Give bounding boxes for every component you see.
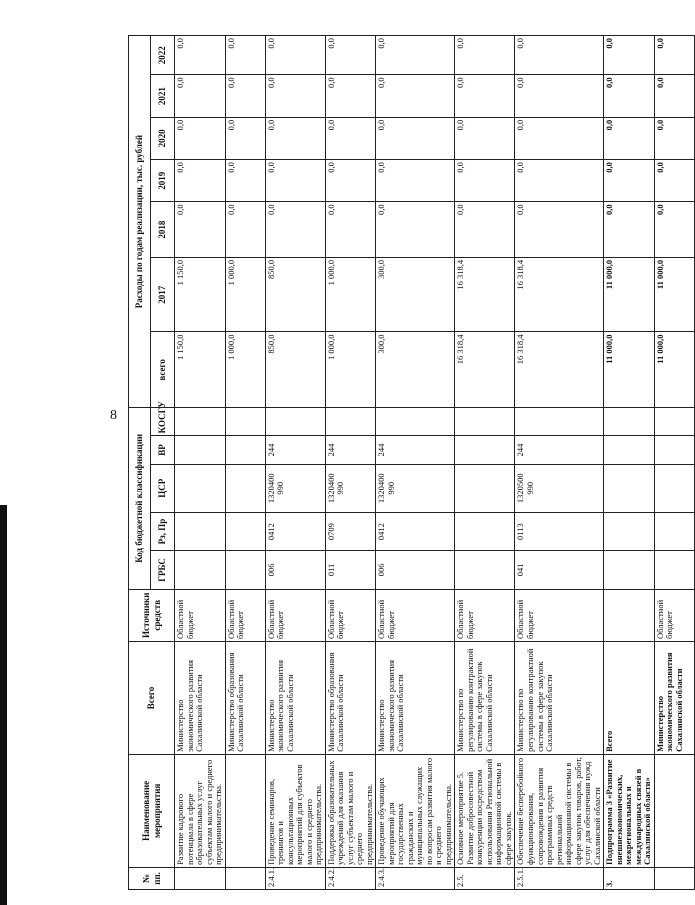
cell-grbs: 041 xyxy=(515,551,604,589)
cell-y2018: 0,0 xyxy=(604,202,655,257)
cell-rzpr xyxy=(604,512,655,550)
cell-y2020: 0,0 xyxy=(225,117,265,159)
cell-y2017: 11 000,0 xyxy=(604,257,655,332)
cell-y2021: 0,0 xyxy=(175,75,226,117)
cell-no: 2.4.3. xyxy=(376,867,455,889)
cell-kosgu xyxy=(325,408,376,436)
header-expenses: Расходы по годам реализации, тыс. рублей xyxy=(129,36,151,408)
cell-y2017: 16 318,4 xyxy=(515,257,604,332)
cell-no: 2.4.1. xyxy=(265,867,325,889)
cell-no: 2.5. xyxy=(455,867,515,889)
cell-y2022: 0,0 xyxy=(515,36,604,75)
cell-y2019: 0,0 xyxy=(455,160,515,202)
cell-rzpr: 0412 xyxy=(376,512,455,550)
cell-no: 3. xyxy=(604,867,655,889)
table-row xyxy=(325,36,376,890)
cell-kosgu xyxy=(515,408,604,436)
cell-y2018: 0,0 xyxy=(654,202,694,257)
cell-y2021: 0,0 xyxy=(225,75,265,117)
cell-csr xyxy=(604,464,655,512)
cell-y2021: 0,0 xyxy=(654,75,694,117)
cell-name xyxy=(654,754,694,867)
cell-kosgu xyxy=(175,408,226,436)
cell-csr xyxy=(225,464,265,512)
cell-kosgu xyxy=(225,408,265,436)
cell-y2022: 0,0 xyxy=(175,36,226,75)
cell-kosgu xyxy=(604,408,655,436)
cell-no: 2.5.1. xyxy=(515,867,604,889)
cell-y2020: 0,0 xyxy=(265,117,325,159)
cell-kosgu xyxy=(654,408,694,436)
cell-y2022: 0,0 xyxy=(265,36,325,75)
cell-no: 2.4.2. xyxy=(325,867,376,889)
cell-csr xyxy=(654,464,694,512)
cell-grbs xyxy=(175,551,226,589)
cell-source: Областной бюджет xyxy=(515,589,604,641)
cell-y2019: 0,0 xyxy=(265,160,325,202)
cell-y2017: 1 150,0 xyxy=(175,257,226,332)
cell-vr xyxy=(604,436,655,464)
table-row xyxy=(455,36,515,890)
cell-name: Обеспечение бесперебойного функционирования, сопровождения и развития программных средств региональной информационной системы в сфере закупок товаров, работ, услуг для обеспечения нужд Сахалинской области xyxy=(515,754,604,867)
cell-rzpr xyxy=(175,512,226,550)
cell-vr: 244 xyxy=(515,436,604,464)
cell-y2019: 0,0 xyxy=(225,160,265,202)
header-year: 2022 xyxy=(151,36,175,75)
cell-grbs xyxy=(455,551,515,589)
header-vr: ВР xyxy=(151,436,175,464)
cell-y2017: 850,0 xyxy=(265,257,325,332)
cell-source: Областной бюджет xyxy=(225,589,265,641)
cell-no xyxy=(225,867,265,889)
header-total: всего xyxy=(151,332,175,408)
cell-y2018: 0,0 xyxy=(225,202,265,257)
table-row xyxy=(654,36,694,890)
cell-source: Областной бюджет xyxy=(265,589,325,641)
cell-y2022: 0,0 xyxy=(604,36,655,75)
cell-rzpr xyxy=(455,512,515,550)
cell-y2019: 0,0 xyxy=(376,160,455,202)
cell-y2021: 0,0 xyxy=(376,75,455,117)
cell-name: Основное мероприятие 5. Развитие добросовестной конкуренции посредством использования Региональной информационной системы в сфере закупок. xyxy=(455,754,515,867)
cell-total: 11 000,0 xyxy=(654,332,694,408)
cell-total: 1 150,0 xyxy=(175,332,226,408)
cell-name: Развитие кадрового потенциала в сфере образовательных услуг субъектам малого и среднего предпринимательства. xyxy=(175,754,226,867)
table-body xyxy=(175,36,695,890)
cell-csr: 1320500 990 xyxy=(515,464,604,512)
cell-csr: 1320400 990 xyxy=(265,464,325,512)
cell-source: Областной бюджет xyxy=(376,589,455,641)
cell-responsible: Всего xyxy=(604,641,655,754)
cell-responsible: Министерство экономического развития Сахалинской области xyxy=(175,641,226,754)
cell-y2020: 0,0 xyxy=(654,117,694,159)
cell-y2022: 0,0 xyxy=(654,36,694,75)
cell-y2021: 0,0 xyxy=(515,75,604,117)
cell-y2021: 0,0 xyxy=(455,75,515,117)
header-name: Наименование мероприятия xyxy=(129,754,175,867)
header-grbs: ГРБС xyxy=(151,551,175,589)
cell-responsible: Министерство по регулированию контрактной системы в сфере закупок Сахалинской области xyxy=(515,641,604,754)
cell-csr xyxy=(455,464,515,512)
header-year: 2017 xyxy=(151,257,175,332)
table-row xyxy=(515,36,604,890)
cell-vr: 244 xyxy=(376,436,455,464)
cell-y2019: 0,0 xyxy=(654,160,694,202)
cell-vr xyxy=(455,436,515,464)
cell-y2017: 300,0 xyxy=(376,257,455,332)
cell-rzpr: 0412 xyxy=(265,512,325,550)
cell-grbs: 006 xyxy=(376,551,455,589)
cell-source: Областной бюджет xyxy=(654,589,694,641)
table-row xyxy=(376,36,455,890)
cell-csr: 1320400 990 xyxy=(325,464,376,512)
cell-total: 300,0 xyxy=(376,332,455,408)
cell-no xyxy=(654,867,694,889)
cell-name xyxy=(225,754,265,867)
cell-y2018: 0,0 xyxy=(376,202,455,257)
cell-y2019: 0,0 xyxy=(325,160,376,202)
header-year: 2021 xyxy=(151,75,175,117)
cell-name: Проведение обучающих мероприятий для государственных гражданских и муниципальных служащих по вопросам развития малого и среднего предпринимательства. xyxy=(376,754,455,867)
header-year: 2018 xyxy=(151,202,175,257)
cell-y2022: 0,0 xyxy=(225,36,265,75)
cell-vr: 244 xyxy=(325,436,376,464)
cell-source: Областной бюджет xyxy=(325,589,376,641)
cell-grbs xyxy=(654,551,694,589)
cell-csr: 1320400 990 xyxy=(376,464,455,512)
cell-grbs xyxy=(225,551,265,589)
cell-y2022: 0,0 xyxy=(376,36,455,75)
cell-kosgu xyxy=(265,408,325,436)
budget-table xyxy=(128,35,695,890)
header-year: 2020 xyxy=(151,117,175,159)
cell-rzpr: 0113 xyxy=(515,512,604,550)
cell-y2018: 0,0 xyxy=(265,202,325,257)
cell-rzpr: 0709 xyxy=(325,512,376,550)
cell-y2020: 0,0 xyxy=(604,117,655,159)
cell-responsible: Министерство экономического развития Сахалинской области xyxy=(265,641,325,754)
cell-y2019: 0,0 xyxy=(175,160,226,202)
cell-y2019: 0,0 xyxy=(515,160,604,202)
cell-responsible: Министерство образования Сахалинской области xyxy=(225,641,265,754)
header-kosgu: КОСГУ xyxy=(151,408,175,436)
table-row xyxy=(265,36,325,890)
cell-kosgu xyxy=(455,408,515,436)
header-no: № пп. xyxy=(129,867,175,889)
cell-total: 1 000,0 xyxy=(225,332,265,408)
cell-responsible: Министерство образования Сахалинской области xyxy=(325,641,376,754)
cell-kosgu xyxy=(376,408,455,436)
cell-csr xyxy=(175,464,226,512)
cell-grbs xyxy=(604,551,655,589)
header-rzpr: Рз, Пр xyxy=(151,512,175,550)
cell-y2020: 0,0 xyxy=(455,117,515,159)
cell-y2020: 0,0 xyxy=(175,117,226,159)
cell-y2020: 0,0 xyxy=(376,117,455,159)
cell-y2017: 1 000,0 xyxy=(225,257,265,332)
cell-y2018: 0,0 xyxy=(175,202,226,257)
cell-responsible: Министерство по регулированию контрактной системы в сфере закупок Сахалинской области xyxy=(455,641,515,754)
cell-name: Подпрограмма 3 «Развитие внешнеэкономических, межрегиональных и международных связей в Сахалинской области» xyxy=(604,754,655,867)
cell-y2020: 0,0 xyxy=(325,117,376,159)
cell-y2020: 0,0 xyxy=(515,117,604,159)
header-responsible: Всего xyxy=(129,641,175,754)
table-row xyxy=(175,36,226,890)
cell-source xyxy=(604,589,655,641)
header-source: Источники средств xyxy=(129,589,175,641)
cell-source: Областной бюджет xyxy=(455,589,515,641)
page-number: 8 xyxy=(110,408,117,423)
cell-y2017: 16 318,4 xyxy=(455,257,515,332)
cell-y2022: 0,0 xyxy=(325,36,376,75)
scan-edge-shadow xyxy=(0,505,7,905)
cell-y2017: 1 000,0 xyxy=(325,257,376,332)
cell-total: 16 318,4 xyxy=(515,332,604,408)
cell-name: Проведение семинаров, тренингов и консультационных мероприятий для субъектов малого и среднего предпринимательства. xyxy=(265,754,325,867)
cell-y2021: 0,0 xyxy=(265,75,325,117)
header-csr: ЦСР xyxy=(151,464,175,512)
cell-source: Областной бюджет xyxy=(175,589,226,641)
cell-y2022: 0,0 xyxy=(455,36,515,75)
cell-y2017: 11 000,0 xyxy=(654,257,694,332)
header-budget-code: Код бюджетной классификации xyxy=(129,408,151,589)
cell-vr xyxy=(175,436,226,464)
cell-grbs: 011 xyxy=(325,551,376,589)
cell-vr xyxy=(654,436,694,464)
cell-y2021: 0,0 xyxy=(604,75,655,117)
cell-y2019: 0,0 xyxy=(604,160,655,202)
cell-no xyxy=(175,867,226,889)
cell-rzpr xyxy=(225,512,265,550)
table-row xyxy=(604,36,655,890)
cell-vr xyxy=(225,436,265,464)
cell-responsible: Министерство экономического развития Сахалинской области xyxy=(376,641,455,754)
cell-y2018: 0,0 xyxy=(515,202,604,257)
cell-rzpr xyxy=(654,512,694,550)
cell-y2021: 0,0 xyxy=(325,75,376,117)
header-year: 2019 xyxy=(151,160,175,202)
cell-responsible: Министерство экономического развития Сахалинской области xyxy=(654,641,694,754)
cell-name: Поддержка образовательных учреждений для оказания услуг субъектам малого и среднего предпринимательства. xyxy=(325,754,376,867)
table-row xyxy=(225,36,265,890)
budget-table-container xyxy=(128,35,684,890)
cell-y2018: 0,0 xyxy=(455,202,515,257)
cell-y2018: 0,0 xyxy=(325,202,376,257)
cell-total: 850,0 xyxy=(265,332,325,408)
cell-vr: 244 xyxy=(265,436,325,464)
cell-grbs: 006 xyxy=(265,551,325,589)
cell-total: 1 000,0 xyxy=(325,332,376,408)
cell-total: 11 000,0 xyxy=(604,332,655,408)
cell-total: 16 318,4 xyxy=(455,332,515,408)
